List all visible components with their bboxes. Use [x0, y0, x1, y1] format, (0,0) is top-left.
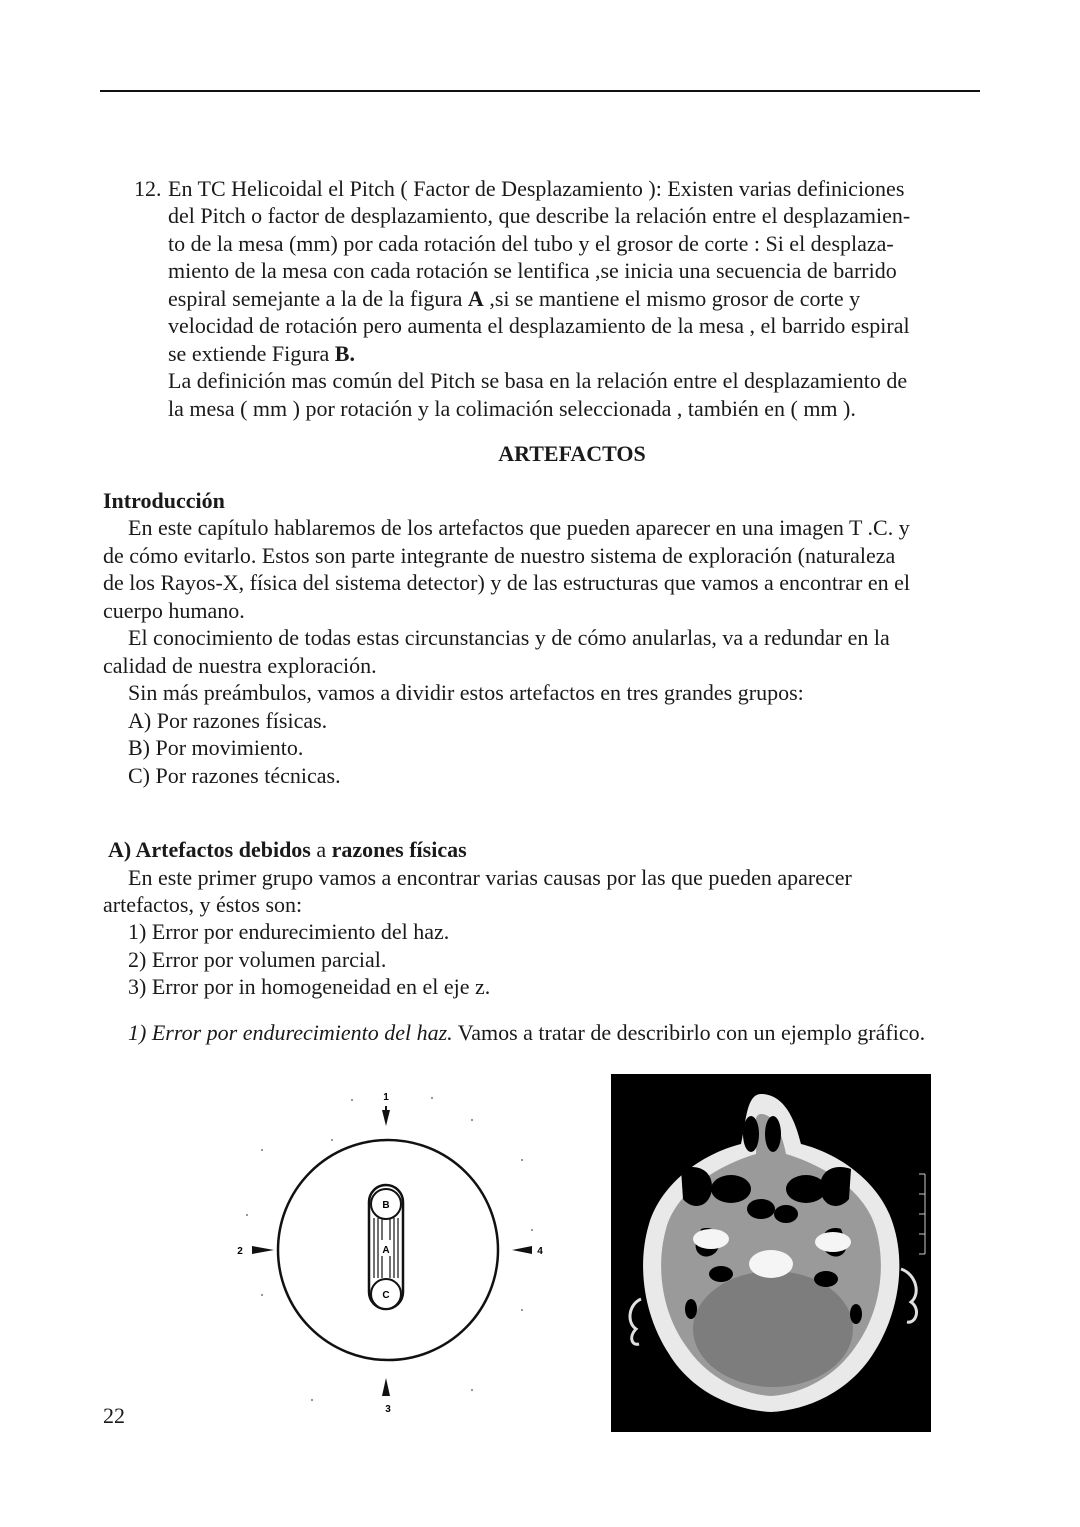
cerebellum [693, 1271, 853, 1387]
sectionA-p1-line-1: En este primer grupo vamos a encontrar varias causas por las que pueden aparecer [128, 865, 852, 890]
intro-p1-line-1: En este capítulo hablaremos de los artefactos que pueden aparecer en una imagen T .C. y [128, 515, 910, 540]
item12-line-6: velocidad de rotación pero aumenta el desplazamiento de la mesa , el barrido espiral [168, 313, 910, 338]
intro-p3: Sin más preámbulos, vamos a dividir estos artefactos en tres grandes grupos: [128, 680, 804, 705]
item12-line-3: to de la mesa (mm) por cada rotación del tubo y el grosor de corte : Si el desplaza- [168, 231, 894, 256]
subsection-1-line: 1) Error por endurecimiento del haz. Vamos a tratar de describirlo con un ejemplo gráfico. [128, 1020, 926, 1045]
label-3: 3 [385, 1404, 391, 1415]
error-1: 1) Error por endurecimiento del haz. [128, 919, 450, 944]
item12-line-5: espiral semejante a la de la figura A ,si se mantiene el mismo grosor de corte y [168, 286, 861, 311]
item12-line-8: La definición mas común del Pitch se basa en la relación entre el desplazamiento de [168, 368, 908, 393]
label-a: A [382, 1245, 390, 1256]
beam-hardening-diagram [222, 1080, 562, 1420]
intro-p1-line-4: cuerpo humano. [103, 598, 245, 623]
intro-p1-line-3: de los Rayos-X, física del sistema detector) y de las estructuras que vamos a encontrar en el [103, 570, 910, 595]
arrow-right [512, 1246, 532, 1254]
intro-p2-line-2: calidad de nuestra exploración. [103, 653, 377, 678]
label-4: 4 [537, 1246, 543, 1257]
sectionA-heading: A) Artefactos debidos a razones físicas [108, 837, 467, 862]
item12-line-7: se extiende Figura B. [168, 341, 355, 366]
group-b: B) Por movimiento. [128, 735, 304, 760]
error-2: 2) Error por volumen parcial. [128, 947, 387, 972]
error-3: 3) Error por in homogeneidad en el eje z. [128, 974, 491, 999]
arrow-top [382, 1110, 390, 1126]
label-c: C [382, 1290, 390, 1301]
label-2: 2 [237, 1246, 243, 1257]
intro-p2-line-1: El conocimiento de todas estas circunstancias y de cómo anularlas, va a redundar en la [128, 625, 890, 650]
item12-number: 12. [134, 176, 162, 201]
item12-line-1: En TC Helicoidal el Pitch ( Factor de Desplazamiento ): Existen varias definiciones [168, 176, 905, 201]
group-a: A) Por razones físicas. [128, 708, 328, 733]
ct-scan-image [611, 1074, 931, 1432]
section-title: ARTEFACTOS [498, 441, 646, 466]
arrow-bottom [382, 1378, 390, 1396]
intro-heading: Introducción [103, 488, 225, 513]
item12-line-2: del Pitch o factor de desplazamiento, que describe la relación entre el desplazamien- [168, 203, 911, 228]
label-1: 1 [383, 1092, 389, 1103]
ct-scan-svg [611, 1074, 931, 1432]
item12-line-4: miento de la mesa con cada rotación se lentifica ,se inicia una secuencia de barrido [168, 258, 897, 283]
arrow-left [252, 1246, 274, 1254]
header-rule [100, 90, 980, 92]
page-number: 22 [103, 1403, 125, 1428]
beam-hardening-svg [222, 1080, 562, 1420]
item12-line-9: la mesa ( mm ) por rotación y la colimación seleccionada , también en ( mm ). [168, 396, 856, 421]
group-c: C) Por razones técnicas. [128, 763, 341, 788]
label-b: B [382, 1200, 390, 1211]
sectionA-p1-line-2: artefactos, y éstos son: [103, 892, 303, 917]
intro-p1-line-2: de cómo evitarlo. Estos son parte integrante de nuestro sistema de exploración (naturaleza [103, 543, 896, 568]
